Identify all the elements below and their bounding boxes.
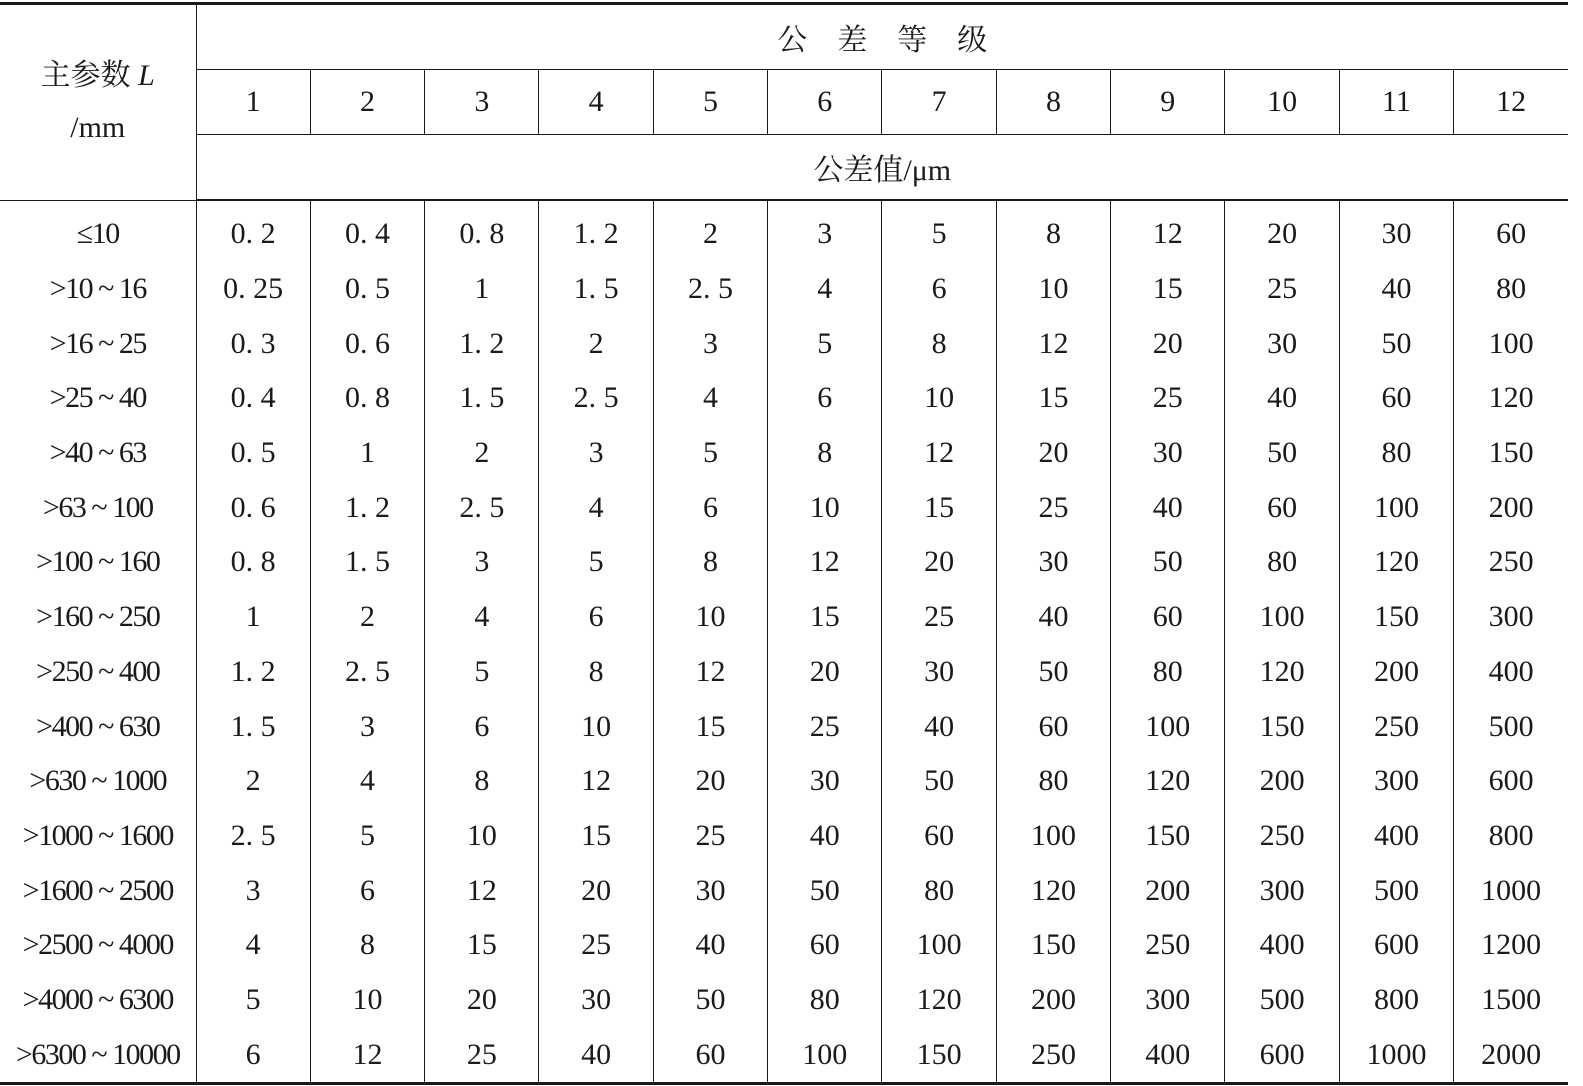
tolerance-value-cell: 120 xyxy=(1454,371,1568,426)
tolerance-value-cell: 4 xyxy=(653,371,767,426)
tolerance-value-cell: 25 xyxy=(539,918,653,973)
tolerance-value-cell: 12 xyxy=(1111,200,1225,262)
table-row xyxy=(0,316,1568,371)
table-row xyxy=(0,863,1568,918)
tolerance-value-cell: 500 xyxy=(1454,699,1568,754)
tolerance-value-cell: 1. 5 xyxy=(310,535,424,590)
table-row xyxy=(0,699,1568,754)
tolerance-value-cell: 250 xyxy=(1454,535,1568,590)
tolerance-value-cell: 40 xyxy=(882,699,996,754)
size-range-cell: >400 ~ 630 xyxy=(36,709,160,743)
tolerance-value-cell: 15 xyxy=(1111,262,1225,317)
tolerance-value-cell: 25 xyxy=(996,480,1110,535)
tolerance-grade-group-header: 公差等级 xyxy=(196,4,1568,70)
grade-header-cell: 11 xyxy=(1339,70,1453,135)
tolerance-value-cell: 50 xyxy=(653,973,767,1028)
tolerance-value-cell: 0. 5 xyxy=(196,426,310,481)
tolerance-value-cell: 3 xyxy=(653,316,767,371)
tolerance-value-cell: 3 xyxy=(310,699,424,754)
tolerance-value-cell: 400 xyxy=(1339,809,1453,864)
tolerance-value-cell: 1. 2 xyxy=(425,316,539,371)
tolerance-value-cell: 1. 5 xyxy=(425,371,539,426)
tolerance-value-cell: 600 xyxy=(1339,918,1453,973)
tolerance-value-cell: 250 xyxy=(1339,699,1453,754)
tolerance-value-cell: 20 xyxy=(653,754,767,809)
tolerance-value-cell: 30 xyxy=(882,645,996,700)
tolerance-value-cell: 8 xyxy=(768,426,882,481)
tolerance-value-cell: 150 xyxy=(1225,699,1339,754)
grade-number-row xyxy=(0,70,1568,135)
tolerance-value-cell: 300 xyxy=(1111,973,1225,1028)
size-range-cell: >40 ~ 63 xyxy=(49,436,146,470)
size-range-cell: >63 ~ 100 xyxy=(42,490,153,524)
table-row xyxy=(0,200,1568,262)
tolerance-value-cell: 80 xyxy=(1339,426,1453,481)
tolerance-value-cell: 0. 8 xyxy=(425,200,539,262)
tolerance-value-cell: 400 xyxy=(1454,645,1568,700)
tolerance-value-cell: 200 xyxy=(1111,863,1225,918)
tolerance-value-cell: 80 xyxy=(768,973,882,1028)
tolerance-table xyxy=(0,2,1568,1085)
tolerance-value-cell: 5 xyxy=(539,535,653,590)
tolerance-value-cell: 15 xyxy=(996,371,1110,426)
tolerance-value-cell: 20 xyxy=(768,645,882,700)
tolerance-value-cell: 15 xyxy=(768,590,882,645)
tolerance-value-cell: 800 xyxy=(1339,973,1453,1028)
tolerance-value-cell: 2. 5 xyxy=(653,262,767,317)
tolerance-value-cell: 12 xyxy=(425,863,539,918)
table-row xyxy=(0,426,1568,481)
tolerance-value-cell: 6 xyxy=(882,262,996,317)
grade-header-cell: 3 xyxy=(425,70,539,135)
tolerance-value-cell: 10 xyxy=(882,371,996,426)
tolerance-value-cell: 0. 2 xyxy=(196,200,310,262)
tolerance-value-cell: 6 xyxy=(653,480,767,535)
tolerance-value-cell: 40 xyxy=(768,809,882,864)
tolerance-value-cell: 80 xyxy=(996,754,1110,809)
tolerance-value-cell: 1000 xyxy=(1454,863,1568,918)
tolerance-value-cell: 50 xyxy=(882,754,996,809)
tolerance-value-cell: 1 xyxy=(310,426,424,481)
tolerance-value-cell: 250 xyxy=(996,1027,1110,1083)
tolerance-value-cell: 500 xyxy=(1225,973,1339,1028)
tolerance-value-cell: 200 xyxy=(996,973,1110,1028)
tolerance-value-cell: 0. 3 xyxy=(196,316,310,371)
tolerance-value-cell: 5 xyxy=(768,316,882,371)
tolerance-value-cell: 200 xyxy=(1225,754,1339,809)
tolerance-value-cell: 4 xyxy=(539,480,653,535)
tolerance-value-cell: 40 xyxy=(1111,480,1225,535)
tolerance-value-cell: 60 xyxy=(653,1027,767,1083)
tolerance-value-cell: 6 xyxy=(768,371,882,426)
tolerance-value-cell: 20 xyxy=(996,426,1110,481)
tolerance-value-cell: 200 xyxy=(1454,480,1568,535)
tolerance-value-cell: 20 xyxy=(882,535,996,590)
size-range-cell: >4000 ~ 6300 xyxy=(22,982,173,1016)
tolerance-value-cell: 4 xyxy=(768,262,882,317)
tolerance-value-cell: 4 xyxy=(310,754,424,809)
tolerance-value-cell: 25 xyxy=(653,809,767,864)
tolerance-value-cell: 5 xyxy=(310,809,424,864)
tolerance-value-cell: 6 xyxy=(425,699,539,754)
tolerance-value-cell: 0. 4 xyxy=(310,200,424,262)
tolerance-value-cell: 100 xyxy=(882,918,996,973)
size-range-cell: >10 ~ 16 xyxy=(49,272,146,306)
size-range-cell: >1600 ~ 2500 xyxy=(22,873,173,907)
tolerance-value-cell: 40 xyxy=(653,918,767,973)
tolerance-value-cell: 100 xyxy=(1339,480,1453,535)
tolerance-value-cell: 150 xyxy=(1454,426,1568,481)
tolerance-value-cell: 2 xyxy=(425,426,539,481)
tolerance-value-cell: 8 xyxy=(425,754,539,809)
tolerance-value-cell: 15 xyxy=(653,699,767,754)
tolerance-value-cell: 0. 25 xyxy=(196,262,310,317)
tolerance-value-cell: 15 xyxy=(539,809,653,864)
tolerance-value-cell: 300 xyxy=(1454,590,1568,645)
tolerance-value-cell: 2 xyxy=(196,754,310,809)
table-row xyxy=(0,480,1568,535)
tolerance-value-cell: 60 xyxy=(1454,200,1568,262)
tolerance-value-cell: 10 xyxy=(425,809,539,864)
tolerance-value-cell: 12 xyxy=(539,754,653,809)
tolerance-value-cell: 1200 xyxy=(1454,918,1568,973)
tolerance-value-cell: 3 xyxy=(196,863,310,918)
tolerance-value-cell: 80 xyxy=(882,863,996,918)
tolerance-value-cell: 2 xyxy=(653,200,767,262)
tolerance-value-cell: 2 xyxy=(310,590,424,645)
size-range-cell: >100 ~ 160 xyxy=(36,545,160,579)
tolerance-value-cell: 1 xyxy=(425,262,539,317)
tolerance-value-cell: 80 xyxy=(1454,262,1568,317)
tolerance-value-cell: 0. 6 xyxy=(196,480,310,535)
tolerance-value-cell: 1. 5 xyxy=(539,262,653,317)
table-row xyxy=(0,371,1568,426)
table-row xyxy=(0,1027,1568,1083)
size-range-cell: >1000 ~ 1600 xyxy=(22,818,173,852)
tolerance-value-cell: 1. 2 xyxy=(539,200,653,262)
main-parameter-header xyxy=(0,4,196,201)
tolerance-value-cell: 10 xyxy=(310,973,424,1028)
tolerance-value-cell: 0. 5 xyxy=(310,262,424,317)
grade-header-cell: 5 xyxy=(653,70,767,135)
tolerance-value-cell: 3 xyxy=(539,426,653,481)
tolerance-value-cell: 10 xyxy=(768,480,882,535)
tolerance-value-cell: 20 xyxy=(539,863,653,918)
tolerance-value-cell: 60 xyxy=(996,699,1110,754)
tolerance-value-cell: 30 xyxy=(1225,316,1339,371)
tolerance-value-cell: 100 xyxy=(1454,316,1568,371)
tolerance-value-cell: 10 xyxy=(996,262,1110,317)
size-range-cell: >25 ~ 40 xyxy=(49,381,146,415)
tolerance-value-cell: 5 xyxy=(882,200,996,262)
tolerance-value-cell: 80 xyxy=(1111,645,1225,700)
tolerance-value-cell: 30 xyxy=(1111,426,1225,481)
tolerance-value-cell: 25 xyxy=(768,699,882,754)
table-row xyxy=(0,535,1568,590)
tolerance-value-cell: 8 xyxy=(996,200,1110,262)
tolerance-value-cell: 100 xyxy=(1111,699,1225,754)
tolerance-value-cell: 60 xyxy=(882,809,996,864)
grade-header-cell: 8 xyxy=(996,70,1110,135)
tolerance-value-cell: 1. 2 xyxy=(196,645,310,700)
tolerance-value-cell: 30 xyxy=(996,535,1110,590)
size-range-cell: ≤10 xyxy=(76,217,119,251)
tolerance-value-cell: 40 xyxy=(539,1027,653,1083)
tolerance-value-cell: 15 xyxy=(882,480,996,535)
table-row xyxy=(0,590,1568,645)
tolerance-value-cell: 6 xyxy=(196,1027,310,1083)
tolerance-value-cell: 120 xyxy=(996,863,1110,918)
tolerance-value-cell: 100 xyxy=(996,809,1110,864)
tolerance-value-cell: 120 xyxy=(882,973,996,1028)
table-row xyxy=(0,754,1568,809)
grade-header-cell: 10 xyxy=(1225,70,1339,135)
tolerance-value-cell: 10 xyxy=(539,699,653,754)
tolerance-value-cell: 100 xyxy=(1225,590,1339,645)
tolerance-value-cell: 60 xyxy=(1225,480,1339,535)
tolerance-value-cell: 50 xyxy=(1339,316,1453,371)
tolerance-value-cell: 12 xyxy=(996,316,1110,371)
tolerance-value-cell: 120 xyxy=(1111,754,1225,809)
tolerance-value-cell: 1 xyxy=(196,590,310,645)
tolerance-value-cell: 500 xyxy=(1339,863,1453,918)
tolerance-value-cell: 25 xyxy=(1111,371,1225,426)
table-row xyxy=(0,645,1568,700)
tolerance-value-cell: 8 xyxy=(310,918,424,973)
tolerance-value-cell: 400 xyxy=(1225,918,1339,973)
tolerance-value-cell: 100 xyxy=(768,1027,882,1083)
size-range-cell: >630 ~ 1000 xyxy=(29,764,167,798)
tolerance-value-cell: 30 xyxy=(768,754,882,809)
table-body xyxy=(0,200,1568,1084)
tolerance-value-cell: 5 xyxy=(653,426,767,481)
tolerance-value-cell: 1000 xyxy=(1339,1027,1453,1083)
tolerance-value-cell: 200 xyxy=(1339,645,1453,700)
tolerance-value-cell: 3 xyxy=(768,200,882,262)
tolerance-value-cell: 120 xyxy=(1225,645,1339,700)
tolerance-value-cell: 300 xyxy=(1339,754,1453,809)
tolerance-value-cell: 12 xyxy=(882,426,996,481)
tolerance-value-cell: 6 xyxy=(539,590,653,645)
param-header-label: 主参数 xyxy=(40,59,131,93)
tolerance-value-cell: 25 xyxy=(1225,262,1339,317)
param-header-unit: /mm xyxy=(70,111,126,145)
size-range-cell: >16 ~ 25 xyxy=(49,326,146,360)
tolerance-value-cell: 20 xyxy=(425,973,539,1028)
tolerance-value-cell: 25 xyxy=(882,590,996,645)
tolerance-value-cell: 25 xyxy=(425,1027,539,1083)
tolerance-value-cell: 60 xyxy=(1111,590,1225,645)
tolerance-value-cell: 20 xyxy=(1225,200,1339,262)
tolerance-value-cell: 4 xyxy=(196,918,310,973)
tolerance-value-cell: 40 xyxy=(996,590,1110,645)
tolerance-value-cell: 5 xyxy=(196,973,310,1028)
tolerance-value-cell: 400 xyxy=(1111,1027,1225,1083)
tolerance-value-cell: 8 xyxy=(653,535,767,590)
table-row xyxy=(0,262,1568,317)
tolerance-value-cell: 4 xyxy=(425,590,539,645)
tolerance-value-cell: 12 xyxy=(310,1027,424,1083)
tolerance-value-cell: 8 xyxy=(882,316,996,371)
tolerance-value-cell: 600 xyxy=(1225,1027,1339,1083)
param-header-variable: L xyxy=(138,59,155,93)
table-row xyxy=(0,918,1568,973)
table-row xyxy=(0,973,1568,1028)
tolerance-value-cell: 50 xyxy=(768,863,882,918)
size-range-cell: >160 ~ 250 xyxy=(36,600,160,634)
tolerance-value-cell: 30 xyxy=(1339,200,1453,262)
tolerance-value-cell: 150 xyxy=(996,918,1110,973)
tolerance-value-unit-header: 公差值/μm xyxy=(196,135,1568,201)
table-header xyxy=(0,4,1568,201)
tolerance-value-cell: 50 xyxy=(996,645,1110,700)
tolerance-value-cell: 40 xyxy=(1339,262,1453,317)
grade-header-cell: 6 xyxy=(768,70,882,135)
grade-header-cell: 7 xyxy=(882,70,996,135)
tolerance-value-cell: 60 xyxy=(1339,371,1453,426)
tolerance-value-cell: 1. 2 xyxy=(310,480,424,535)
tolerance-value-cell: 250 xyxy=(1225,809,1339,864)
tolerance-value-cell: 2. 5 xyxy=(539,371,653,426)
tolerance-value-cell: 2. 5 xyxy=(196,809,310,864)
tolerance-value-cell: 20 xyxy=(1111,316,1225,371)
tolerance-value-cell: 2000 xyxy=(1454,1027,1568,1083)
tolerance-value-cell: 50 xyxy=(1225,426,1339,481)
tolerance-value-cell: 40 xyxy=(1225,371,1339,426)
tolerance-value-cell: 2. 5 xyxy=(310,645,424,700)
size-range-cell: >6300 ~ 10000 xyxy=(15,1037,180,1071)
tolerance-value-cell: 10 xyxy=(653,590,767,645)
tolerance-value-cell: 30 xyxy=(539,973,653,1028)
tolerance-value-cell: 2. 5 xyxy=(425,480,539,535)
grade-header-cell: 4 xyxy=(539,70,653,135)
tolerance-value-cell: 250 xyxy=(1111,918,1225,973)
tolerance-value-cell: 150 xyxy=(1339,590,1453,645)
tolerance-value-cell: 150 xyxy=(1111,809,1225,864)
grade-header-cell: 9 xyxy=(1111,70,1225,135)
tolerance-value-cell: 300 xyxy=(1225,863,1339,918)
tolerance-value-cell: 12 xyxy=(768,535,882,590)
grade-header-cell: 2 xyxy=(310,70,424,135)
tolerance-value-cell: 0. 8 xyxy=(196,535,310,590)
tolerance-value-cell: 800 xyxy=(1454,809,1568,864)
tolerance-value-cell: 8 xyxy=(539,645,653,700)
tolerance-value-cell: 5 xyxy=(425,645,539,700)
tolerance-value-cell: 12 xyxy=(653,645,767,700)
tolerance-value-cell: 2 xyxy=(539,316,653,371)
tolerance-value-cell: 0. 4 xyxy=(196,371,310,426)
grade-header-cell: 12 xyxy=(1454,70,1568,135)
tolerance-value-cell: 60 xyxy=(768,918,882,973)
tolerance-value-cell: 50 xyxy=(1111,535,1225,590)
tolerance-value-cell: 1500 xyxy=(1454,973,1568,1028)
tolerance-value-cell: 1. 5 xyxy=(196,699,310,754)
tolerance-value-cell: 80 xyxy=(1225,535,1339,590)
tolerance-value-cell: 150 xyxy=(882,1027,996,1083)
tolerance-value-cell: 0. 8 xyxy=(310,371,424,426)
table-row xyxy=(0,809,1568,864)
grade-header-cell: 1 xyxy=(196,70,310,135)
size-range-cell: >2500 ~ 4000 xyxy=(22,928,173,962)
tolerance-value-cell: 6 xyxy=(310,863,424,918)
tolerance-value-cell: 3 xyxy=(425,535,539,590)
tolerance-value-cell: 30 xyxy=(653,863,767,918)
tolerance-value-cell: 0. 6 xyxy=(310,316,424,371)
tolerance-value-cell: 120 xyxy=(1339,535,1453,590)
tolerance-value-cell: 15 xyxy=(425,918,539,973)
tolerance-value-cell: 600 xyxy=(1454,754,1568,809)
size-range-cell: >250 ~ 400 xyxy=(36,654,160,688)
